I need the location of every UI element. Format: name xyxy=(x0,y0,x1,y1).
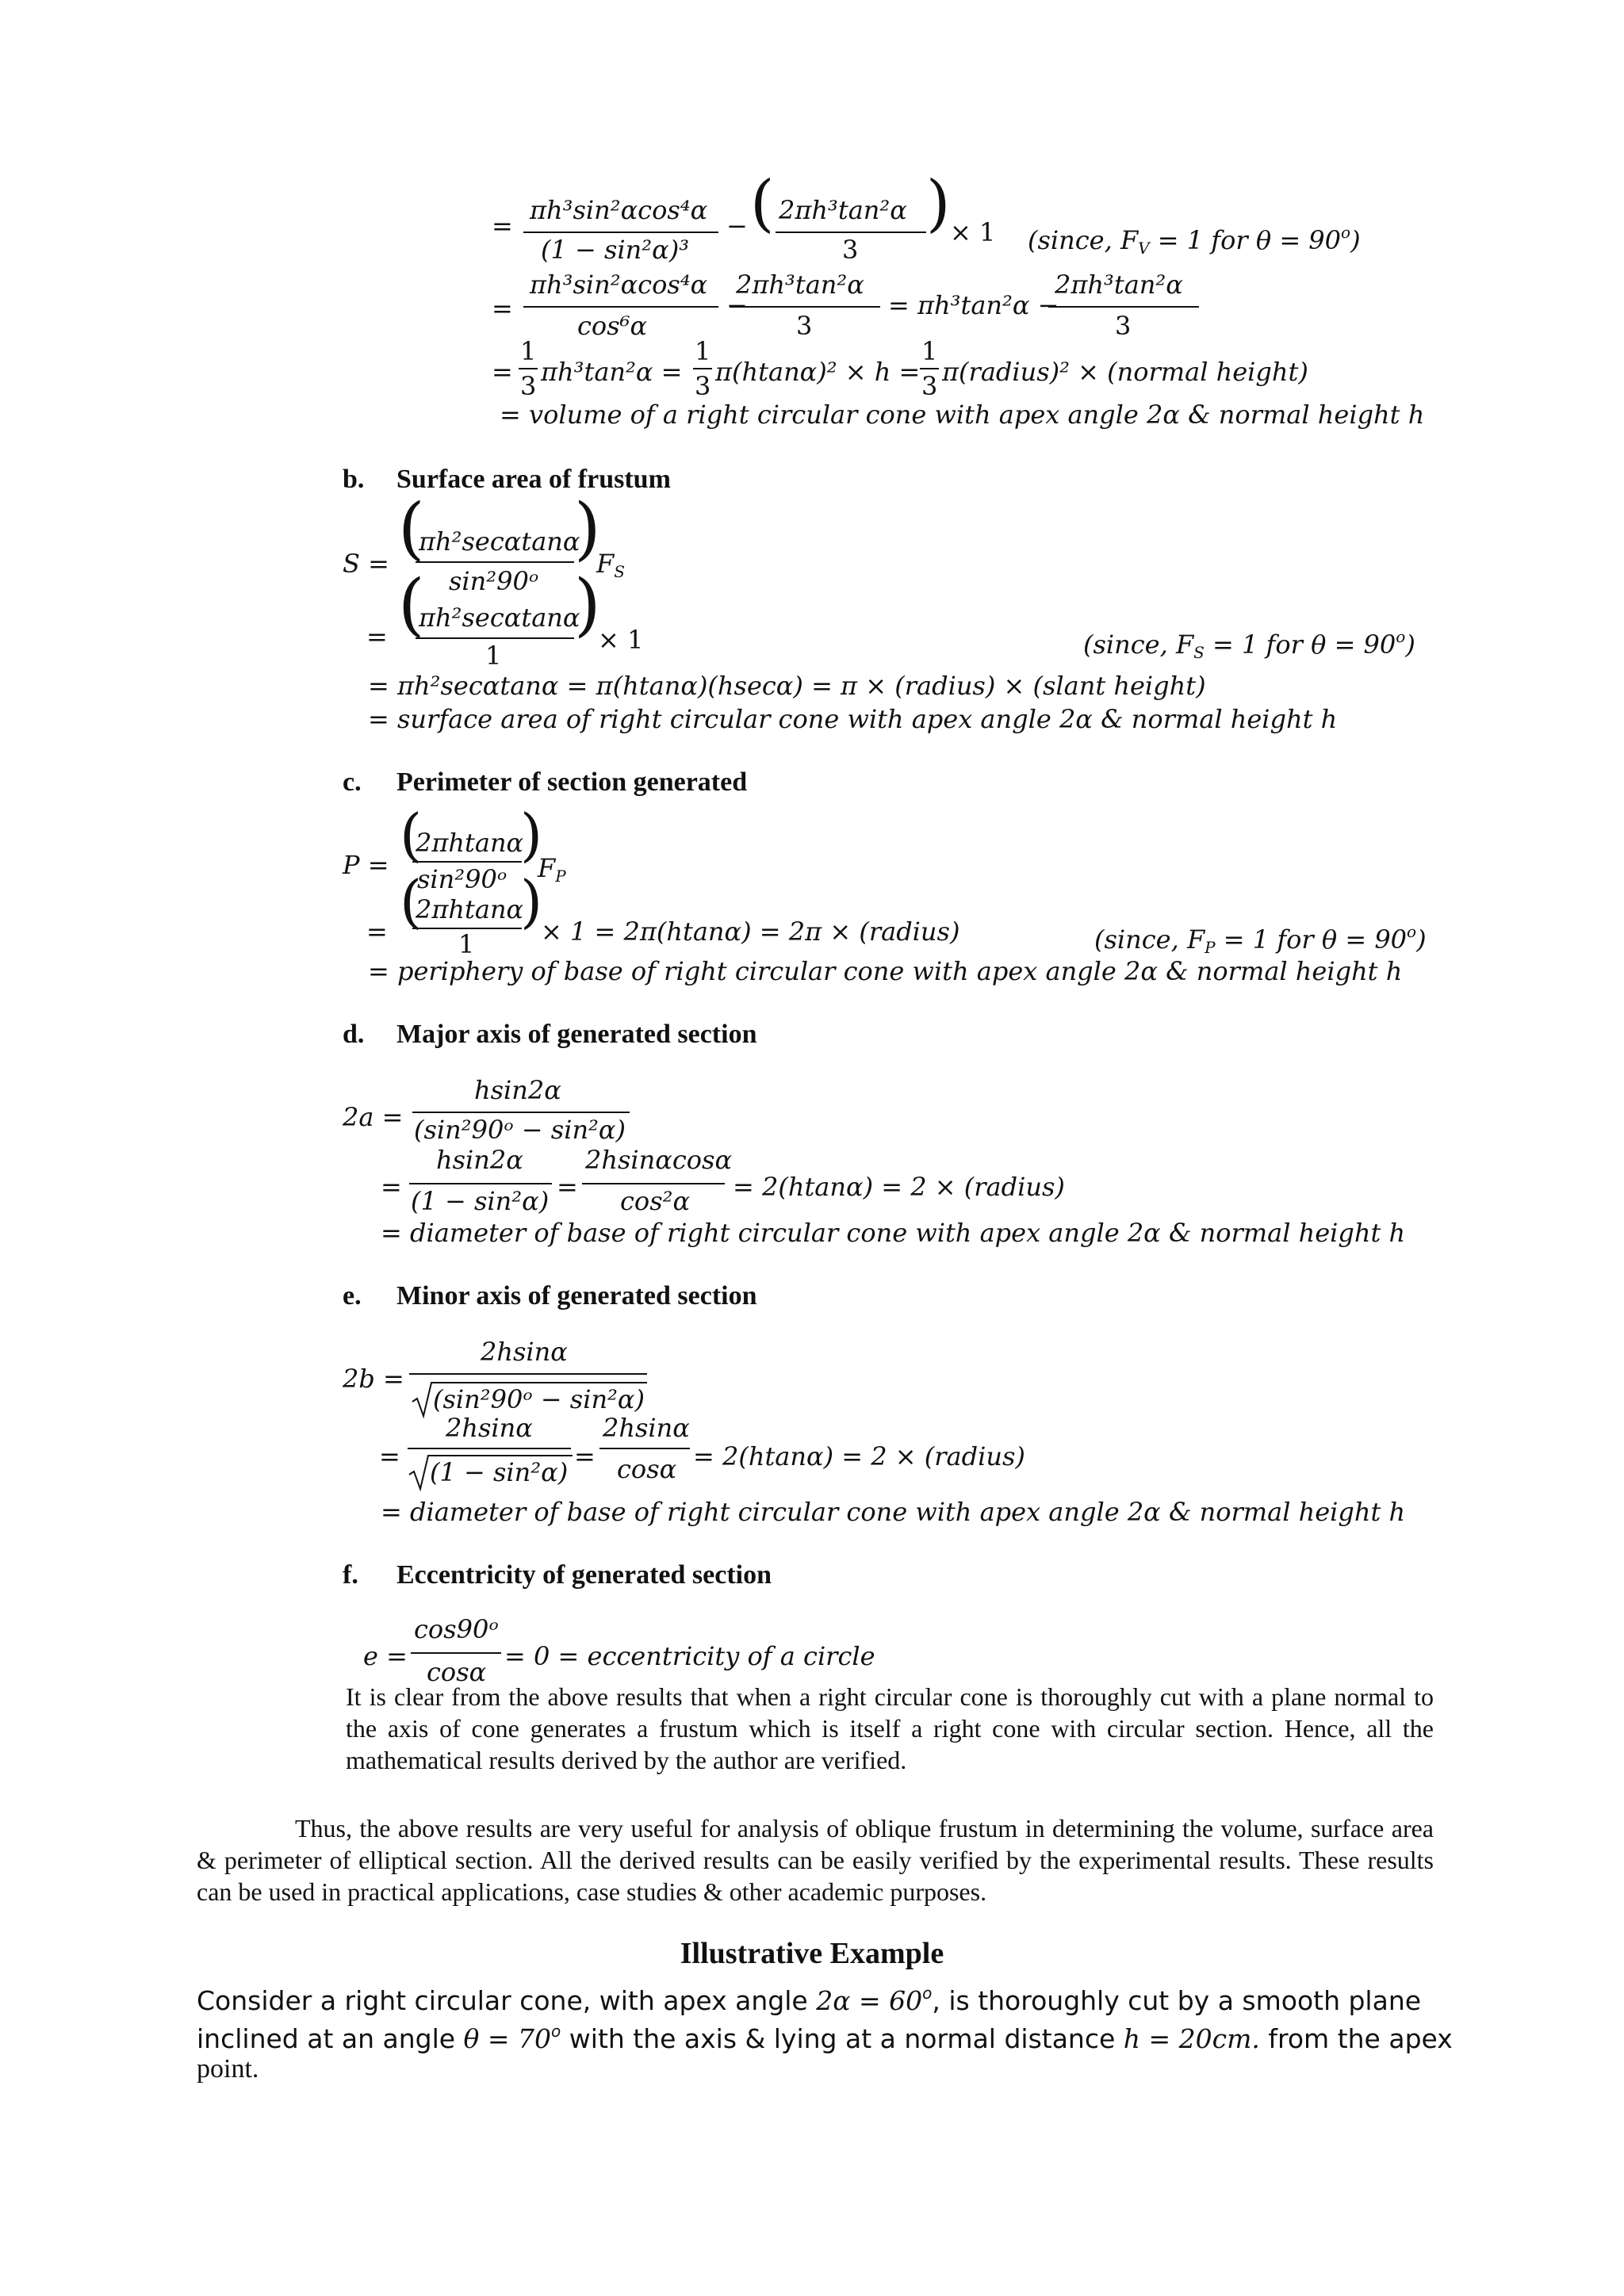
fraction-bar xyxy=(1048,306,1199,308)
since-subscript: P xyxy=(1205,938,1216,957)
one-third-num: 1 xyxy=(520,336,537,366)
height-math: h = 20cm. xyxy=(1123,2023,1260,2054)
eq-a-l2-den2: 3 xyxy=(796,311,813,341)
section-title: Perimeter of section generated xyxy=(396,767,748,797)
eq-a-l2-num1: πh³sin²αcos⁴α xyxy=(530,270,708,300)
example-line2 xyxy=(197,2012,1453,2058)
since-text: (since, F xyxy=(1083,629,1194,660)
fraction-bar xyxy=(416,561,574,563)
one-third-den: 3 xyxy=(695,371,711,401)
d-num3: 2hsinαcosα xyxy=(585,1145,733,1175)
section-title: Minor axis of generated section xyxy=(396,1281,757,1311)
since-text: (since, F xyxy=(1094,924,1205,955)
left-paren: ( xyxy=(398,489,425,568)
section-label: f. xyxy=(343,1560,358,1590)
fs-text: F xyxy=(596,549,615,579)
e-den3: cosα xyxy=(617,1454,677,1484)
eq-a-l1-num1: πh³sin²αcos⁴α xyxy=(530,195,708,225)
example-text: from the apex xyxy=(1259,2023,1453,2054)
d-line3: = diameter of base of right circular cone with apex angle 2α & normal height h xyxy=(381,1218,1406,1248)
b-num2: πh²secαtanα xyxy=(419,603,580,633)
f-lhs: e = xyxy=(363,1641,408,1671)
left-paren: ( xyxy=(398,565,425,645)
right-paren: ) xyxy=(574,489,601,568)
close-paren: ) xyxy=(1405,629,1415,660)
fraction-bar xyxy=(412,861,522,863)
degree-sup: o xyxy=(551,2022,561,2041)
eq-a-l3-c: π(radius)² × (normal height) xyxy=(942,357,1308,387)
equals-sign: = xyxy=(557,1172,578,1202)
c-den2: 1 xyxy=(458,929,475,959)
eq-a-l1-num2: 2πh³tan²α xyxy=(779,195,907,225)
section-label: e. xyxy=(343,1281,362,1311)
fraction-bar xyxy=(409,1183,552,1184)
example-line3: point. xyxy=(197,2054,259,2084)
minus-sign: − xyxy=(726,290,748,320)
left-paren: ( xyxy=(750,168,775,239)
d-num2: hsin2α xyxy=(436,1145,523,1175)
fraction-bar xyxy=(730,306,880,308)
degree-sup: o xyxy=(1396,627,1406,646)
eq-a-l4: = volume of a right circular cone with apex angle 2α & normal height h xyxy=(500,400,1425,430)
d-den: (sin²90ᵒ − sin²α) xyxy=(414,1115,626,1145)
f-den: cosα xyxy=(427,1657,487,1687)
degree-sup: o xyxy=(922,1984,933,2003)
left-paren: ( xyxy=(400,868,423,935)
b-line4: = surface area of right circular cone with apex angle 2α & normal height h xyxy=(368,704,1338,734)
theta-math: θ = 70 xyxy=(463,2023,552,2054)
degree-sup: o xyxy=(1341,223,1351,242)
close-paren: ) xyxy=(1350,225,1361,255)
since-rest: = 1 for θ = 90 xyxy=(1215,924,1408,955)
eq-a-l1-den2: 3 xyxy=(842,235,859,265)
c-line3: = periphery of base of right circular cone with apex angle 2α & normal height h xyxy=(368,956,1403,986)
fraction-bar xyxy=(582,1183,725,1184)
fraction-bar xyxy=(920,368,939,369)
section-label: b. xyxy=(343,465,365,494)
since-subscript: V xyxy=(1138,239,1150,258)
c-line2: × 1 = 2π(htanα) = 2π × (radius) xyxy=(541,916,960,947)
d-num: hsin2α xyxy=(474,1075,561,1105)
fraction-bar xyxy=(519,368,538,369)
b-num: πh²secαtanα xyxy=(419,526,580,557)
eq-a-l2-den1: cos⁶α xyxy=(577,311,648,341)
fraction-bar xyxy=(523,232,718,233)
s-lhs: S = xyxy=(343,549,389,579)
right-paren: ) xyxy=(926,168,951,239)
example-text: , is thoroughly cut by a smooth plane xyxy=(932,1985,1422,2016)
equals-sign: = xyxy=(379,1441,400,1471)
eq-a-l1-since xyxy=(1028,217,1361,263)
degree-sup: o xyxy=(1407,922,1417,941)
equals-sign: = xyxy=(492,357,513,387)
f-num: cos90ᵒ xyxy=(414,1614,499,1644)
d-lhs: 2a = xyxy=(343,1102,404,1132)
b-den2: 1 xyxy=(485,641,502,671)
section-label: c. xyxy=(343,767,362,797)
d-den3: cos²α xyxy=(620,1186,691,1216)
fraction-bar xyxy=(416,637,574,639)
f-rest: = 0 = eccentricity of a circle xyxy=(504,1641,875,1671)
b-line3: = πh²secαtanα = π(htanα)(hsecα) = π × (radius) × (slant height) xyxy=(368,671,1206,701)
one-third-den: 3 xyxy=(921,371,938,401)
equals-sign: = xyxy=(492,293,513,323)
equals-sign: = xyxy=(366,622,388,652)
e-num2: 2hsinα xyxy=(446,1413,533,1443)
e-lhs: 2b = xyxy=(343,1364,404,1394)
example-text: Consider a right circular cone, with apex angle xyxy=(197,1985,817,2016)
conclusion-paragraph: Thus, the above results are very useful for analysis of oblique frustum in determining the volume, surface area & perimeter of elliptical section. All the derived results can be easily verified by the experimental results. These results can be used in practical applications, case studies & other academic purposes. xyxy=(197,1814,1434,1906)
equals-sign: = xyxy=(366,916,388,947)
eq-a-l2-num2: 2πh³tan²α xyxy=(736,270,864,300)
right-paren: ) xyxy=(574,565,601,645)
since-subscript: S xyxy=(1193,643,1205,662)
eq-a-l2-mid: = πh³tan²α − xyxy=(888,290,1059,320)
c-num2: 2πhtanα xyxy=(416,894,524,924)
c-num: 2πhtanα xyxy=(416,828,524,858)
minus-sign: − xyxy=(726,211,748,241)
equals-sign: = xyxy=(381,1172,402,1202)
e-den: (sin²90ᵒ − sin²α) xyxy=(433,1384,645,1414)
section-title: Surface area of frustum xyxy=(396,465,671,494)
equals-sign: = xyxy=(574,1441,596,1471)
fraction-bar xyxy=(408,1448,571,1449)
eq-a-l1-den1: (1 − sin²α)³ xyxy=(541,235,690,265)
f-paragraph: It is clear from the above results that when a right circular cone is thoroughly cut with a plane normal to the axis of cone generates a frustum which is itself a right cone with circular section. Hence, all the mathematical results derived by the author are verified. xyxy=(346,1682,1434,1774)
fraction-bar xyxy=(523,306,718,308)
eq-a-l1-times: × 1 xyxy=(950,217,996,247)
fraction-bar xyxy=(776,232,926,233)
apex-angle-math: 2α = 60 xyxy=(816,1985,923,2016)
fraction-bar xyxy=(693,368,712,369)
equals-sign: = xyxy=(492,211,513,241)
since-rest: = 1 for θ = 90 xyxy=(1204,629,1396,660)
b-times: × 1 xyxy=(598,625,644,655)
p-lhs: P = xyxy=(343,850,389,880)
one-third-num: 1 xyxy=(921,336,938,366)
b-since xyxy=(1083,622,1415,668)
close-paren: ) xyxy=(1416,924,1427,955)
e-den2: (1 − sin²α) xyxy=(430,1457,569,1487)
eq-a-l3-b: π(htanα)² × h = xyxy=(715,357,921,387)
eq-a-l2-den3: 3 xyxy=(1115,311,1132,341)
eq-a-l3-a: πh³tan²α = xyxy=(541,357,683,387)
b-den1: sin²90ᵒ xyxy=(449,566,539,596)
since-rest: = 1 for θ = 90 xyxy=(1149,225,1342,255)
example-title: Illustrative Example xyxy=(680,1937,944,1970)
fs-sub: S xyxy=(614,562,625,581)
fraction-bar xyxy=(412,1112,630,1113)
e-num: 2hsinα xyxy=(481,1337,568,1367)
d-den2: (1 − sin²α) xyxy=(411,1186,550,1216)
e-num3: 2hsinα xyxy=(603,1413,690,1443)
fraction-bar xyxy=(411,1652,501,1654)
e-line3: = diameter of base of right circular cone with apex angle 2α & normal height h xyxy=(381,1497,1406,1527)
section-title: Eccentricity of generated section xyxy=(396,1560,772,1590)
right-paren: ) xyxy=(520,868,543,935)
fp-text: F xyxy=(538,853,556,883)
example-text: with the axis & lying at a normal distance xyxy=(561,2023,1124,2054)
right-paren: ) xyxy=(520,802,543,868)
section-title: Major axis of generated section xyxy=(396,1020,757,1049)
one-third-num: 1 xyxy=(695,336,711,366)
since-text: (since, F xyxy=(1028,225,1139,255)
d-rest: = 2(htanα) = 2 × (radius) xyxy=(733,1172,1065,1202)
one-third-den: 3 xyxy=(520,371,537,401)
fraction-bar xyxy=(599,1448,690,1449)
e-rest: = 2(htanα) = 2 × (radius) xyxy=(693,1441,1025,1471)
fraction-bar xyxy=(409,1373,647,1375)
c-den1: sin²90ᵒ xyxy=(417,864,508,894)
example-text: inclined at an angle xyxy=(197,2023,464,2054)
eq-a-l2-num3: 2πh³tan²α xyxy=(1055,270,1183,300)
left-paren: ( xyxy=(400,802,423,868)
fp-sub: P xyxy=(555,867,566,886)
section-label: d. xyxy=(343,1020,365,1049)
